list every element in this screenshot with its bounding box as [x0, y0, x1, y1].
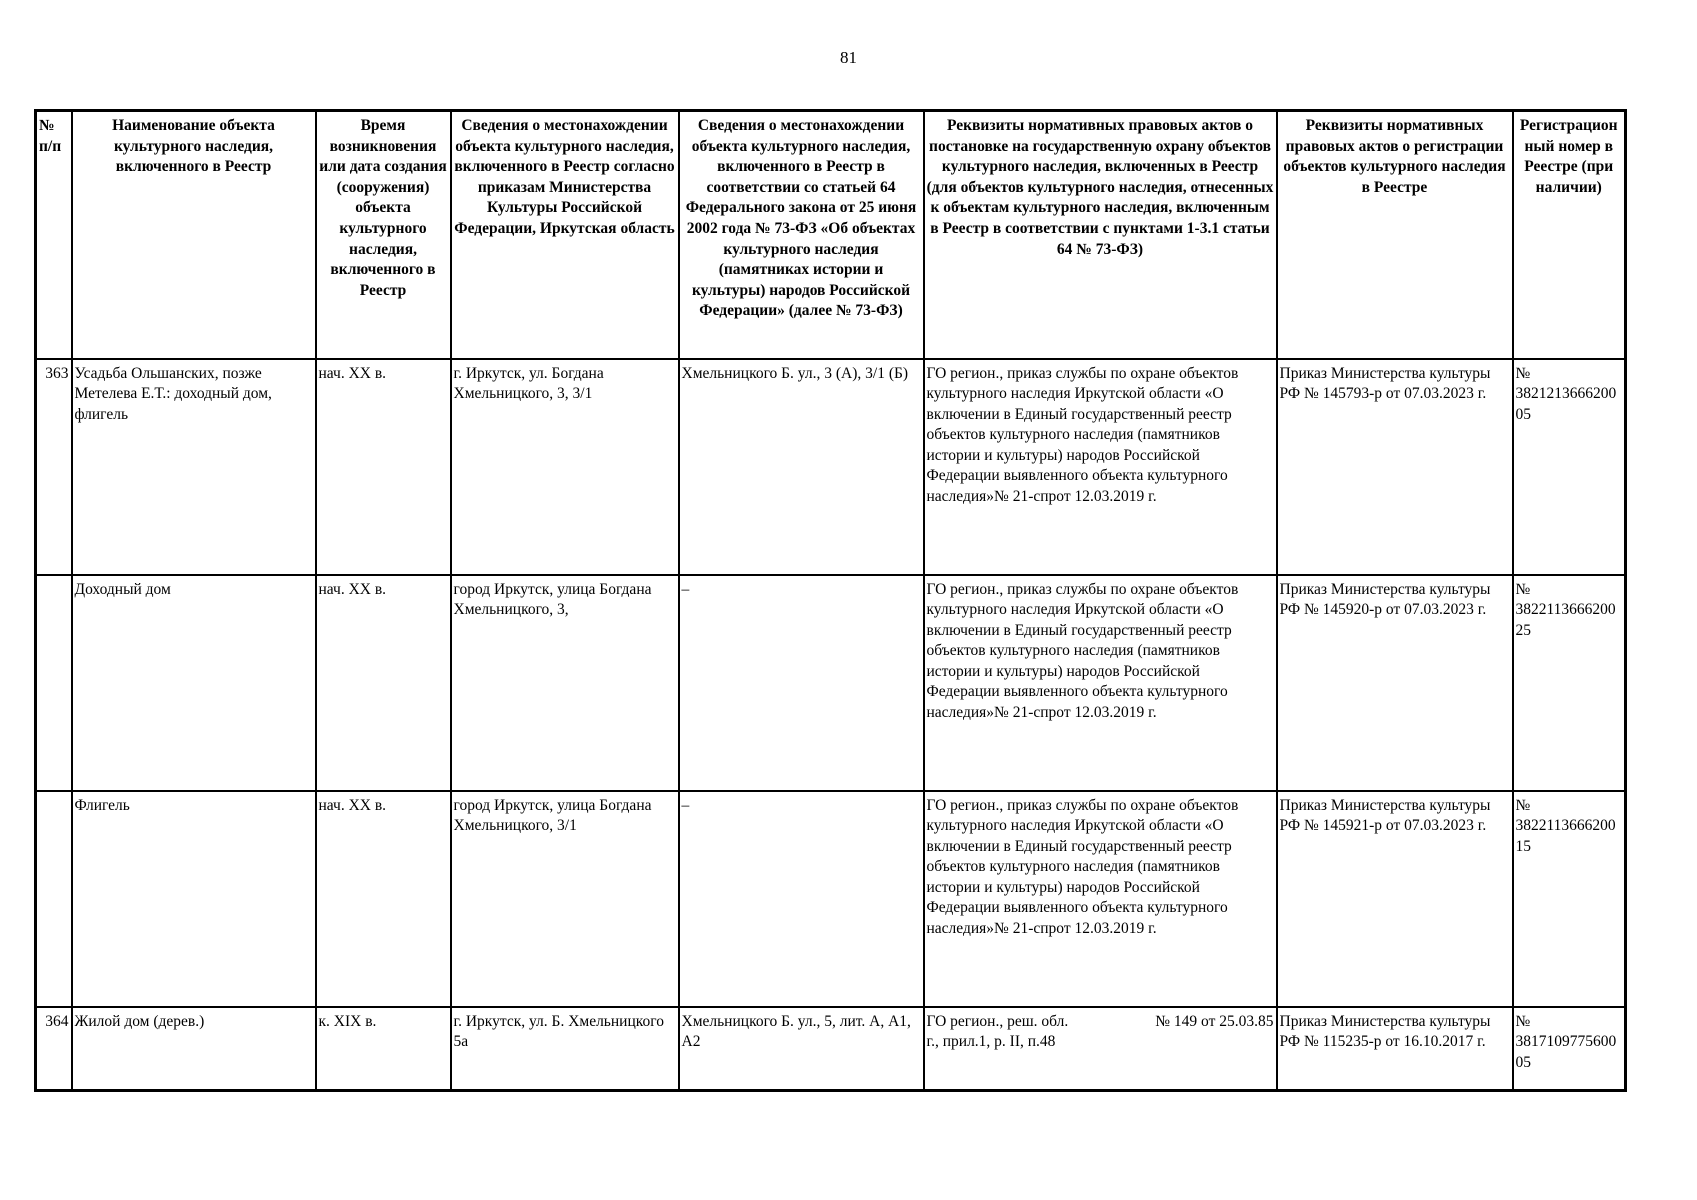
table-row	[36, 1007, 1626, 1091]
object-name: Жилой дом (дерев.)	[72, 1007, 316, 1091]
creation-date: нач. XX в.	[316, 359, 451, 575]
table-header-row	[36, 111, 1626, 359]
creation-date: нач. XX в.	[316, 575, 451, 791]
protection-act-line	[927, 1012, 1274, 1033]
header-number: № п/п	[36, 111, 72, 359]
row-number: 363	[36, 359, 72, 575]
address-law: Хмельницкого Б. ул., 5, лит. А, А1, А2	[679, 1007, 924, 1091]
registration-act: Приказ Министерства культуры РФ № 145793-р от 07.03.2023 г.	[1277, 359, 1513, 575]
table-row	[36, 359, 1626, 575]
table-row	[36, 791, 1626, 1007]
registration-number: № 382211366620025	[1513, 575, 1626, 791]
address-law: Хмельницкого Б. ул., 3 (А), 3/1 (Б)	[679, 359, 924, 575]
registration-act: Приказ Министерства культуры РФ № 145920-р от 07.03.2023 г.	[1277, 575, 1513, 791]
registration-number: № 381710977560005	[1513, 1007, 1626, 1091]
protection-act-part3: г., прил.1, р. II, п.48	[926, 1033, 1056, 1051]
object-name: Усадьба Ольшанских, позже Метелева Е.Т.: доходный дом, флигель	[72, 359, 316, 575]
address-order: город Иркутск, улица Богдана Хмельницкого, 3,	[451, 575, 679, 791]
registration-number: № 382211366620015	[1513, 791, 1626, 1007]
header-registration-act: Реквизиты нормативных правовых актов о регистрации объектов культурного наследия в Реестре	[1277, 111, 1513, 359]
protection-act: ГО регион., приказ службы по охране объектов культурного наследия Иркутской области «О включении в Единый государственный реестр объектов культурного наследия (памятников истории и культуры) народов Российской Федерации выявленного объекта культурного наследия»№ 21-спрот 12.03.2019 г.	[924, 359, 1277, 575]
address-law: –	[679, 575, 924, 791]
row-number	[36, 791, 72, 1007]
table-row	[36, 575, 1626, 791]
protection-act-part2: № 149 от 25.03.85	[1155, 1012, 1274, 1030]
header-creation-date: Время возникновения или дата создания (сооружения) объекта культурного наследия, включенного в Реестр	[316, 111, 451, 359]
creation-date: нач. XX в.	[316, 791, 451, 1007]
registration-act: Приказ Министерства культуры РФ № 145921-р от 07.03.2023 г.	[1277, 791, 1513, 1007]
heritage-registry-table	[34, 109, 1627, 1092]
header-registration-number: Регистрационный номер в Реестре (при наличии)	[1513, 111, 1626, 359]
header-object-name: Наименование объекта культурного наследия, включенного в Реестр	[72, 111, 316, 359]
registration-act: Приказ Министерства культуры РФ № 115235-р от 16.10.2017 г.	[1277, 1007, 1513, 1091]
protection-act-part1: ГО регион., реш. обл.	[926, 1012, 1069, 1030]
protection-act: ГО регион., приказ службы по охране объектов культурного наследия Иркутской области «О включении в Единый государственный реестр объектов культурного наследия (памятников истории и культуры) народов Российской Федерации выявленного объекта культурного наследия»№ 21-спрот 12.03.2019 г.	[924, 575, 1277, 791]
registration-number: № 382121366620005	[1513, 359, 1626, 575]
header-address-order: Сведения о местонахождении объекта культурного наследия, включенного в Реестр согласно приказам Министерства Культуры Российской Федерации, Иркутская область	[451, 111, 679, 359]
header-address-law: Сведения о местонахождении объекта культурного наследия, включенного в Реестр в соответствии со статьей 64 Федерального закона от 25 июня 2002 года № 73-ФЗ «Об объектах культурного наследия (памятниках истории и культуры) народов Российской Федерации» (далее № 73-ФЗ)	[679, 111, 924, 359]
row-number	[36, 575, 72, 791]
header-protection-act: Реквизиты нормативных правовых актов о постановке на государственную охрану объектов культурного наследия, включенных в Реестр (для объектов культурного наследия, отнесенных к объектам культурного наследия, включенным в Реестр в соответствии с пунктами 1-3.1 статьи 64 № 73-ФЗ)	[924, 111, 1277, 359]
address-order: город Иркутск, улица Богдана Хмельницкого, 3/1	[451, 791, 679, 1007]
object-name: Флигель	[72, 791, 316, 1007]
address-order: г. Иркутск, ул. Б. Хмельницкого 5а	[451, 1007, 679, 1091]
object-name: Доходный дом	[72, 575, 316, 791]
creation-date: к. XIX в.	[316, 1007, 451, 1091]
protection-act	[924, 1007, 1277, 1091]
address-law: –	[679, 791, 924, 1007]
protection-act: ГО регион., приказ службы по охране объектов культурного наследия Иркутской области «О включении в Единый государственный реестр объектов культурного наследия (памятников истории и культуры) народов Российской Федерации выявленного объекта культурного наследия»№ 21-спрот 12.03.2019 г.	[924, 791, 1277, 1007]
address-order: г. Иркутск, ул. Богдана Хмельницкого, 3, 3/1	[451, 359, 679, 575]
page-number: 81	[840, 48, 857, 67]
row-number: 364	[36, 1007, 72, 1091]
